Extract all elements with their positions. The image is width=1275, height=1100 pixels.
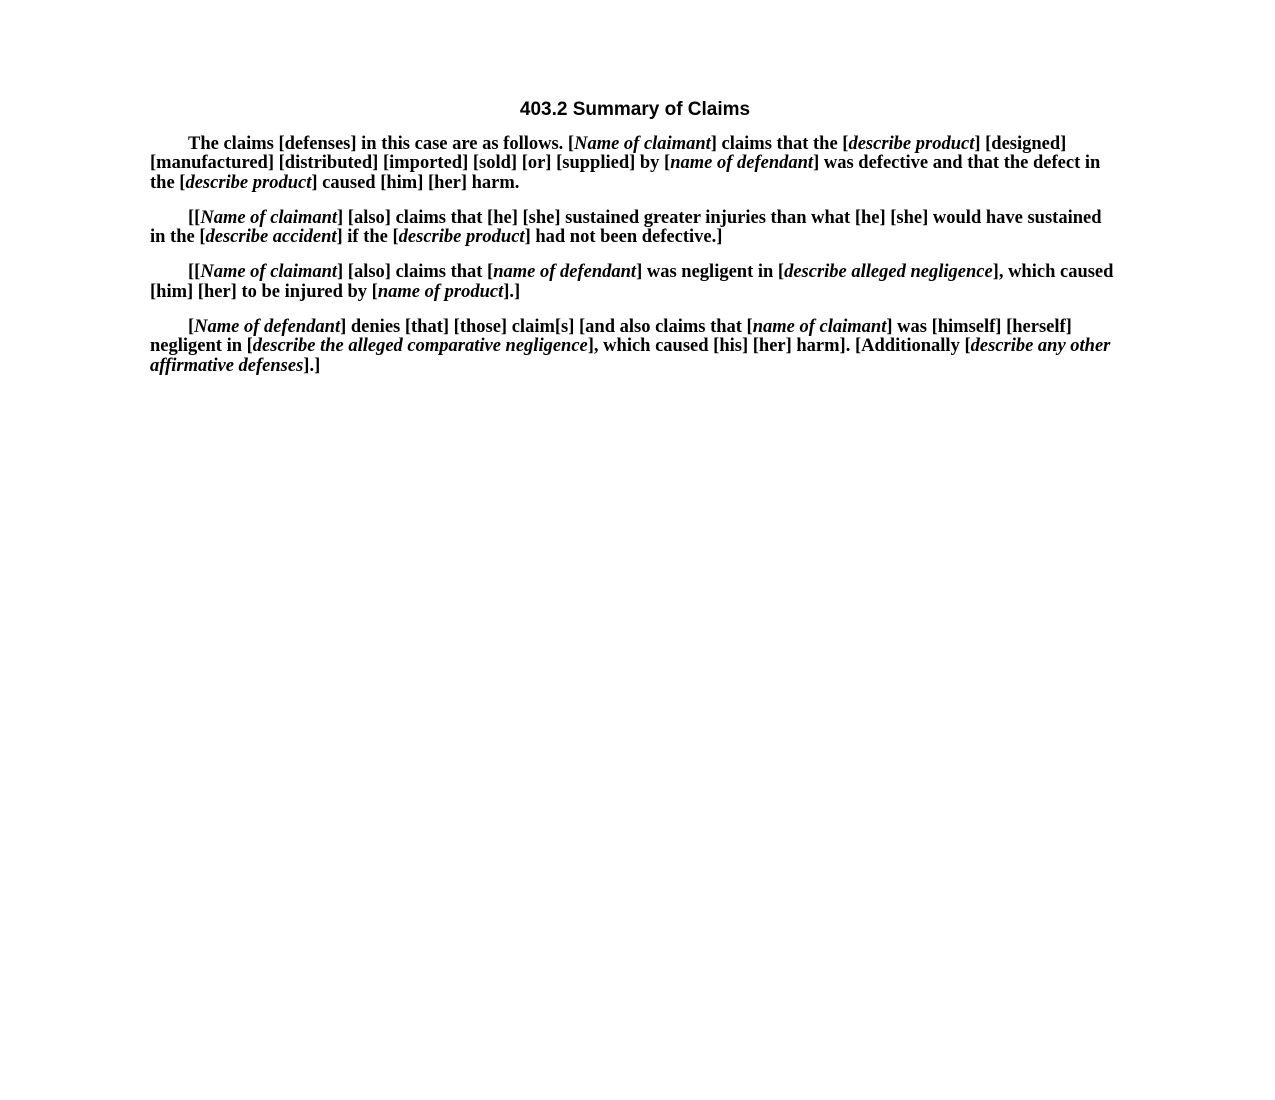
placeholder-text: Name of defendant [194,317,341,338]
enhanced-injury-paragraph [150,209,1120,248]
paragraph-text: ], which caused [him] [her] to be injured by [ [150,262,1114,302]
placeholder-text: Name of claimant [200,207,338,228]
placeholder-text: name of defendant [670,153,814,174]
placeholder-text: describe alleged negligence [784,262,993,283]
claims-paragraph [150,135,1120,193]
document-page [150,98,1120,392]
paragraph-text: ] was [himself] [herself] negligent in [ [150,317,1072,357]
placeholder-text: describe product [185,172,312,193]
negligence-paragraph [150,263,1120,302]
paragraph-text: ] had not been defective.] [524,227,723,248]
paragraph-text: ].] [303,355,321,376]
paragraph-text: [[ [188,262,201,283]
placeholder-text: name of product [377,281,504,302]
paragraph-text: [[ [188,207,201,228]
paragraph-text: The claims [defenses] in this case are as follows. [ [188,134,575,154]
paragraph-text: ] caused [him] [her] harm. [311,172,520,193]
paragraph-text: ] was negligent in [ [636,262,785,283]
paragraph-text: ] [designed] [manufactured] [distributed] [imported] [sold] [or] [supplied] by [ [150,134,1067,174]
placeholder-text: Name of claimant [574,134,711,154]
document-title: 403.2 Summary of Claims [519,99,751,120]
placeholder-text: describe product [398,227,525,248]
placeholder-text: Name of claimant [200,262,338,283]
placeholder-text: name of defendant [493,262,637,283]
paragraph-text: [ [188,317,195,338]
placeholder-text: describe the alleged comparative negligence [252,336,588,357]
placeholder-text: describe accident [205,227,337,248]
paragraph-text: ] claims that the [ [710,134,849,154]
paragraph-text: ].] [503,281,521,302]
placeholder-text: name of claimant [752,317,887,338]
paragraph-text: ], which caused [his] [her] harm]. [Additionally [ [587,336,971,357]
paragraph-text: ] denies [that] [those] claim[s] [and also claims that [ [340,317,753,338]
defenses-paragraph [150,318,1120,376]
paragraph-text: ] was defective and that the defect in the [ [150,153,1101,193]
paragraph-text: ] [also] claims that [he] [she] sustained greater injuries than what [he] [she] would have sustained in the [ [150,207,1102,248]
paragraph-text: ] [also] claims that [ [337,262,494,283]
placeholder-text: describe product [848,134,975,154]
placeholder-text: describe any other affirmative defenses [150,336,1111,376]
paragraph-text: ] if the [ [336,227,399,248]
